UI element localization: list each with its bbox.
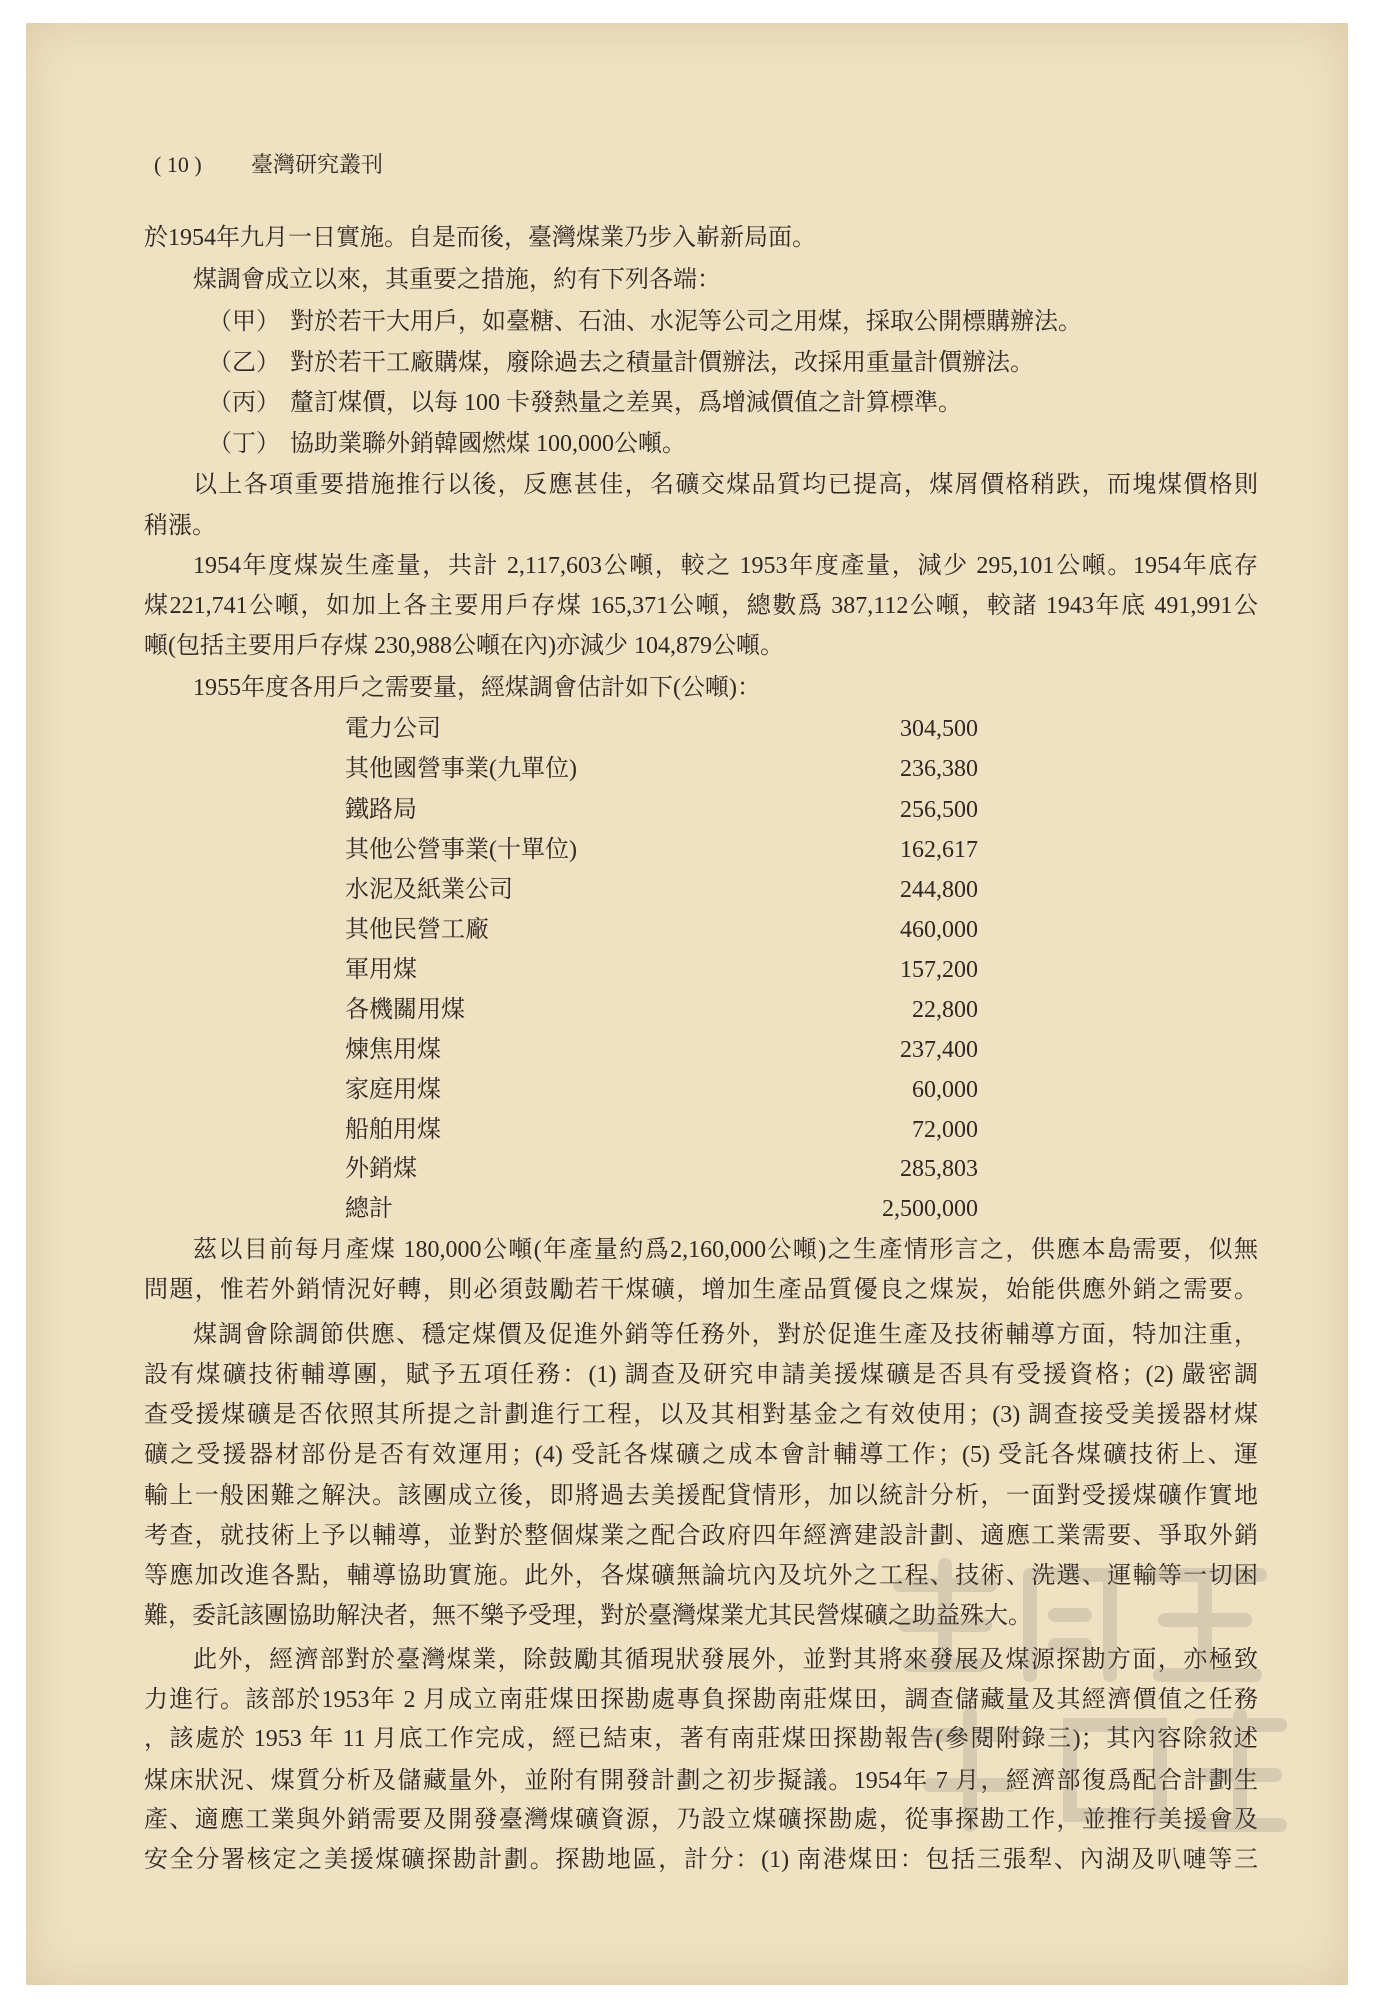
table-cell-user: 水泥及紙業公司 (345, 877, 513, 903)
table-cell-user: 其他公營事業(十單位) (345, 837, 577, 863)
paragraph-line: 查受援煤礦是否依照其所提之計劃進行工程，以及其相對基金之有效使用；(3) 調查接受美援器材煤 (144, 1402, 1258, 1428)
watermark-logo (880, 1545, 1300, 1845)
table-cell-tons: 236,380 (900, 756, 978, 782)
paragraph-line: 1954年度煤炭生產量，共計 2,117,603公噸，較之 1953年度產量，減少 295,101公噸。1954年底存 (193, 553, 1258, 579)
table-cell-tons: 22,800 (912, 997, 978, 1023)
paragraph-line: 安全分署核定之美援煤礦探勘計劃。探勘地區，計分：(1) 南港煤田：包括三張犁、內湖及叭嗹等三 (144, 1847, 1258, 1873)
table-cell-tons: 460,000 (900, 917, 978, 943)
paragraph-line: 噸(包括主要用戶存煤 230,988公噸在內)亦減少 104,879公噸。 (144, 633, 784, 659)
table-cell-tons: 162,617 (900, 837, 978, 863)
table-cell-user: 其他國營事業(九單位) (345, 756, 577, 782)
table-cell-tons: 237,400 (900, 1037, 978, 1063)
paragraph-line: 問題，惟若外銷情況好轉，則必須鼓勵若干煤礦，增加生產品質優良之煤炭，始能供應外銷之需要。 (144, 1277, 1258, 1303)
paragraph-line: ，該處於 1953 年 11 月底工作完成，經已結束，著有南莊煤田探勘報告(參閱附錄三)；其內容除敘述 (144, 1726, 1258, 1752)
paragraph-line: 煤床狀況、煤質分析及儲藏量外，並附有開發計劃之初步擬議。1954年 7 月，經濟部復爲配合計劃生 (144, 1768, 1258, 1794)
table-cell-user: 總計 (345, 1196, 393, 1222)
page-number: ( 10 ) (154, 152, 202, 177)
paragraph-line: 煤調會成立以來，其重要之措施，約有下列各端： (193, 267, 721, 293)
paragraph-line: 輸上一般困難之解決。該團成立後，即將過去美援配貸情形，加以統計分析，一面對受援煤礦作實地 (144, 1483, 1258, 1509)
table-cell-tons: 244,800 (900, 877, 978, 903)
paragraph-line: 此外，經濟部對於臺灣煤業，除鼓勵其循現狀發展外，並對其將來發展及煤源探勘方面，亦極致 (193, 1647, 1258, 1673)
table-cell-user: 家庭用煤 (345, 1077, 441, 1103)
table-cell-tons: 60,000 (912, 1077, 978, 1103)
measure-text: 協助業聯外銷韓國燃煤 100,000公噸。 (290, 431, 686, 457)
table-cell-user: 其他民營工廠 (345, 917, 489, 943)
table-cell-user: 鐵路局 (345, 797, 417, 823)
paragraph-line: 產、適應工業與外銷需要及開發臺灣煤礦資源，乃設立煤礦探勘處，從事探勘工作，並推行美援會及 (144, 1807, 1258, 1833)
table-cell-tons: 256,500 (900, 797, 978, 823)
table-cell-tons: 72,000 (912, 1117, 978, 1143)
table-cell-user: 各機關用煤 (345, 997, 465, 1023)
paragraph-line: 煤調會除調節供應、穩定煤價及促進外銷等任務外，對於促進生產及技術輔導方面，特加注重， (193, 1322, 1258, 1348)
table-cell-user: 電力公司 (345, 716, 441, 742)
paragraph-line: 難，委託該團協助解決者，無不樂予受理，對於臺灣煤業尤其民營煤礦之助益殊大。 (144, 1603, 1032, 1629)
measure-label: （丁） (208, 431, 280, 457)
series-title: 臺灣研究叢刊 (251, 152, 384, 177)
table-cell-tons: 304,500 (900, 716, 978, 742)
paragraph-line: 於1954年九月一日實施。自是而後，臺灣煤業乃步入嶄新局面。 (144, 225, 816, 251)
table-cell-user: 煉焦用煤 (345, 1037, 441, 1063)
paragraph-line: 煤221,741公噸，如加上各主要用戶存煤 165,371公噸，總數爲 387,112公噸，較諸 1943年底 491,991公 (144, 593, 1258, 619)
paragraph-line: 力進行。該部於1953年 2 月成立南莊煤田探勘處專負探勘南莊煤田，調查儲藏量及其經濟價值之任務 (144, 1687, 1258, 1713)
paragraph-line: 以上各項重要措施推行以後，反應甚佳，名礦交煤品質均已提高，煤屑價格稍跌，而塊煤價格則 (193, 472, 1258, 498)
paragraph-line: 等應加改進各點，輔導協助實施。此外，各煤礦無論坑內及坑外之工程、技術、洗選、運輸等一切困 (144, 1563, 1258, 1589)
paragraph-line: 茲以目前每月產煤 180,000公噸(年產量約爲2,160,000公噸)之生產情形言之，供應本島需要，似無 (193, 1237, 1258, 1263)
measure-label: （丙） (208, 390, 280, 416)
measure-text: 釐訂煤價，以每 100 卡發熱量之差異，爲增減價值之計算標準。 (290, 390, 962, 416)
paragraph-line: 1955年度各用戶之需要量，經煤調會估計如下(公噸)： (193, 675, 761, 701)
table-cell-user: 外銷煤 (345, 1156, 417, 1182)
measure-text: 對於若干工廠購煤，廢除過去之積量計價辦法，改採用重量計價辦法。 (290, 350, 1034, 376)
paragraph-line: 考查，就技術上予以輔導，並對於整個煤業之配合政府四年經濟建設計劃、適應工業需要、爭取外銷 (144, 1523, 1258, 1549)
paragraph-line: 設有煤礦技術輔導團，賦予五項任務：(1) 調查及研究申請美援煤礦是否具有受援資格；(2) 嚴密調 (144, 1362, 1258, 1388)
measure-text: 對於若干大用戶，如臺糖、石油、水泥等公司之用煤，採取公開標購辦法。 (290, 309, 1082, 335)
paragraph-line: 稍漲。 (144, 513, 216, 539)
measure-label: （乙） (208, 350, 280, 376)
table-cell-tons: 157,200 (900, 957, 978, 983)
table-cell-user: 船舶用煤 (345, 1117, 441, 1143)
table-cell-user: 軍用煤 (345, 957, 417, 983)
measure-label: （甲） (208, 309, 280, 335)
table-cell-tons: 285,803 (900, 1156, 978, 1182)
paragraph-line: 礦之受援器材部份是否有效運用；(4) 受託各煤礦之成本會計輔導工作；(5) 受託各煤礦技術上、運 (144, 1442, 1258, 1468)
table-cell-tons: 2,500,000 (882, 1196, 978, 1222)
